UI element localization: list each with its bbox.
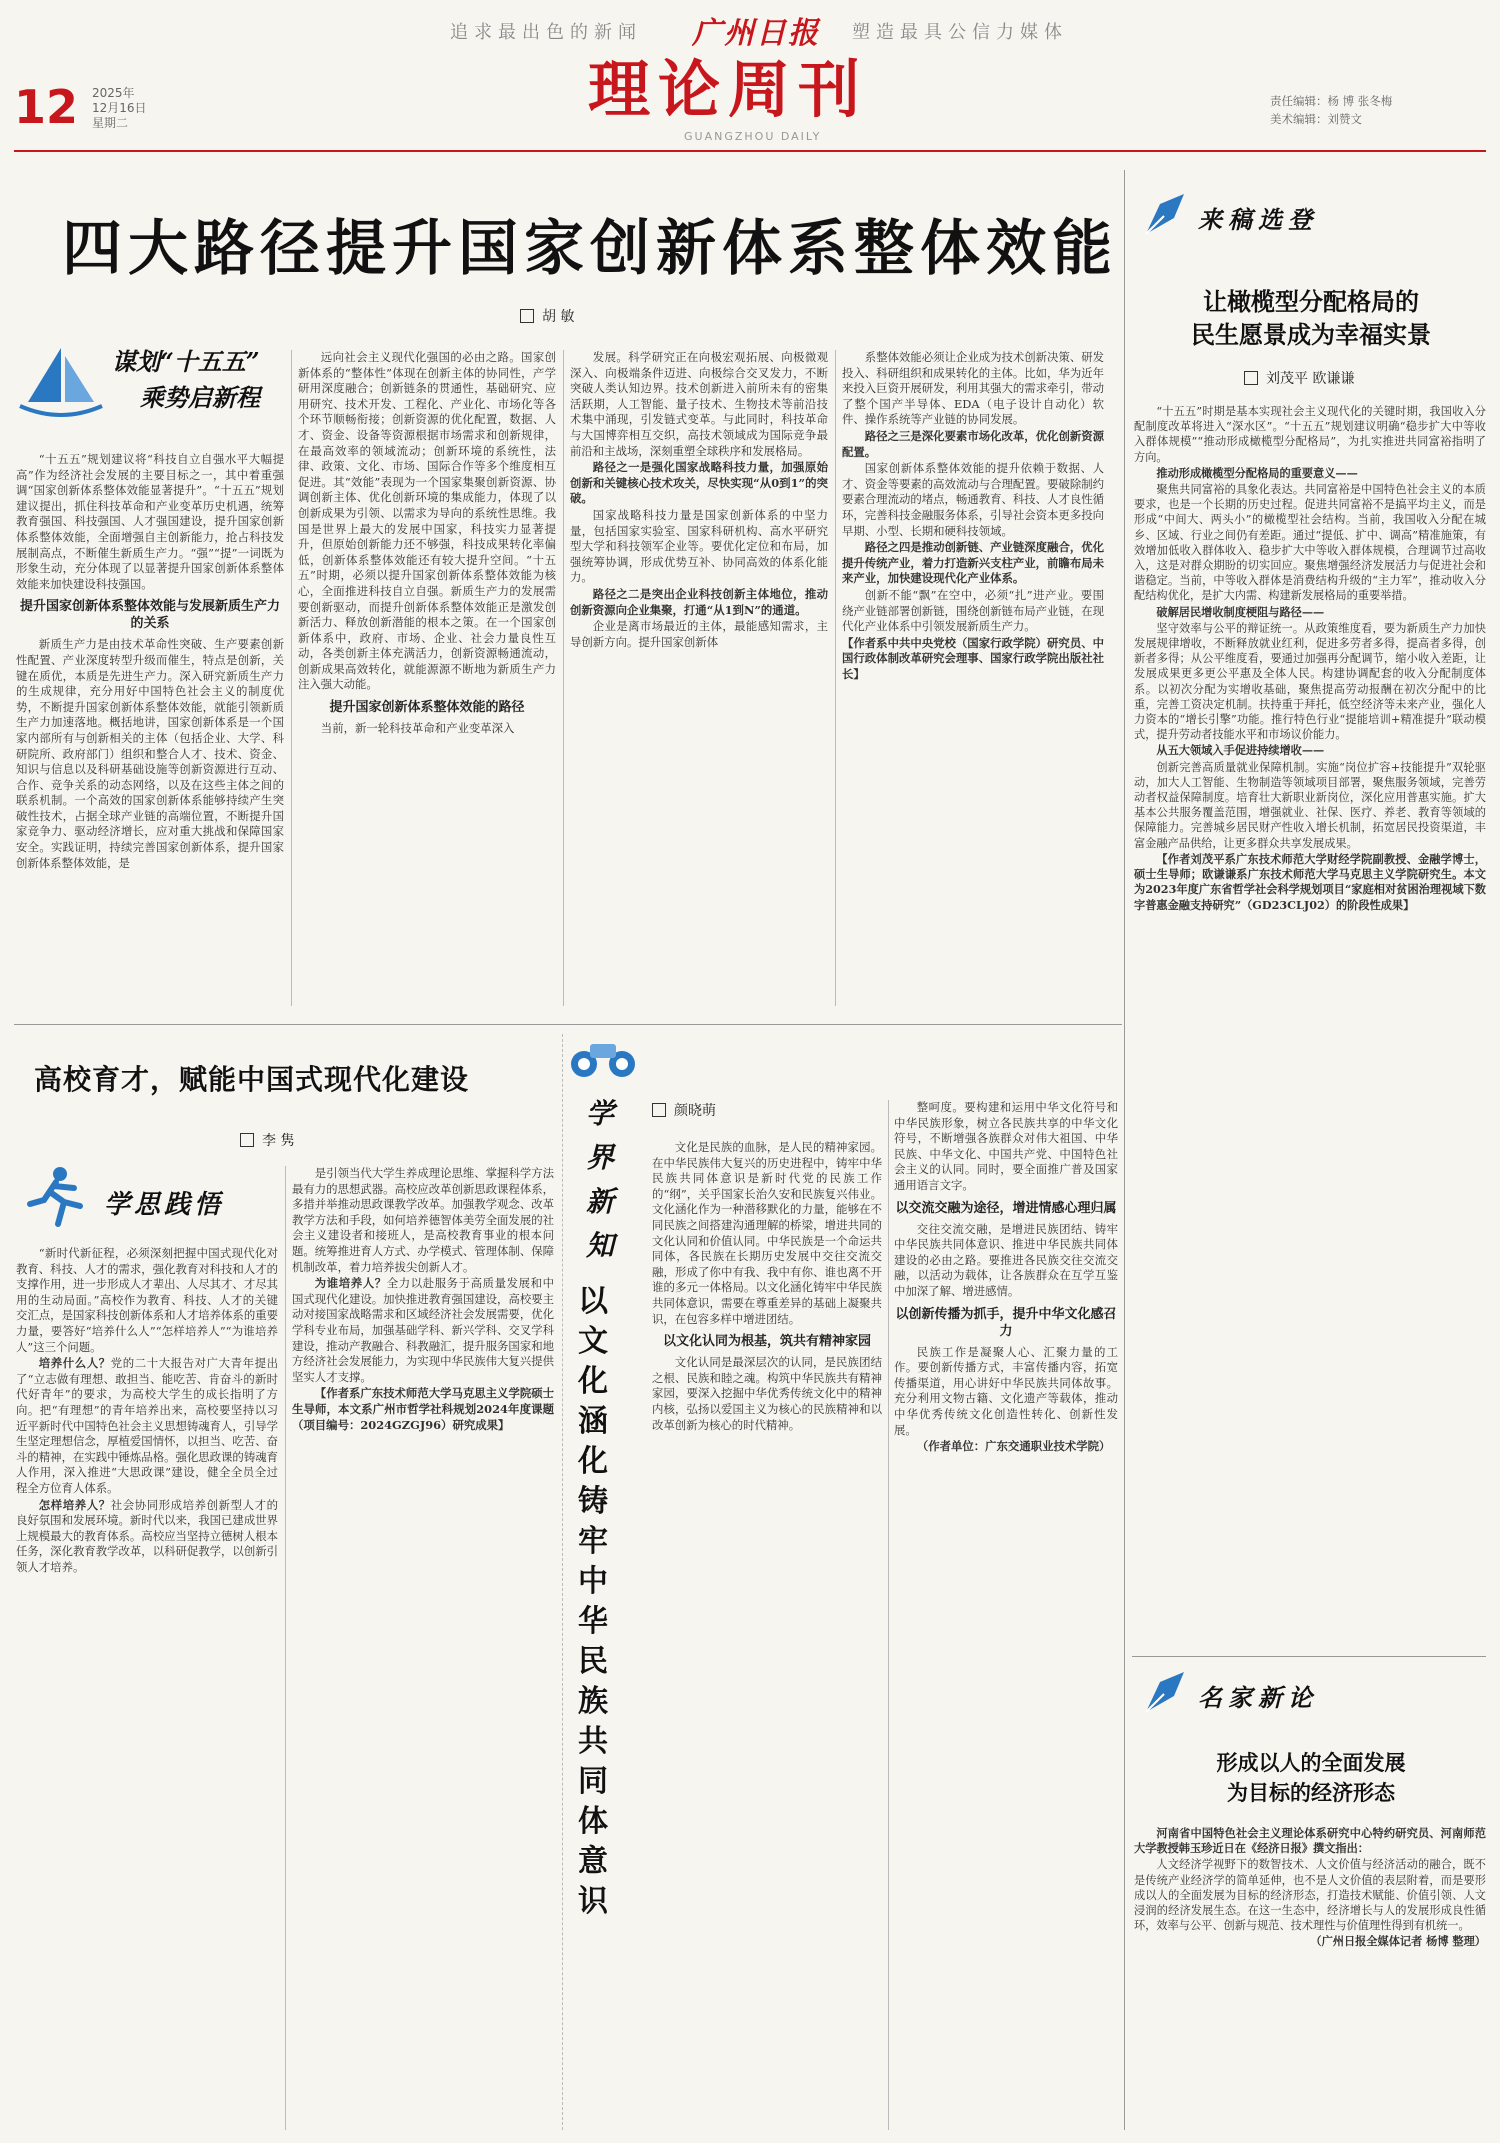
pen-nib-icon bbox=[1140, 190, 1190, 240]
editor-line-1: 责任编辑：杨 博 张冬梅 bbox=[1270, 94, 1393, 108]
bottom-left-headline: 高校育才，赋能中国式现代化建设 bbox=[34, 1063, 470, 1096]
right-top-author-bio: 【作者刘茂平系广东技术师范大学财经学院副教授、金融学博士，硕士生导师；欧谦谦系广东技术师范大学马克思主义学院研究生。本文为2023年度广东省哲学社会科学规划项目“家庭相对贫困治理视域下数字普惠金融支持研究”（GD23CLJ02）的阶段性成果】 bbox=[1134, 851, 1486, 912]
main-col-4 bbox=[842, 350, 1104, 1010]
bottom-left-col-2 bbox=[292, 1166, 554, 2130]
bottom-mid-col-1 bbox=[652, 1140, 882, 2130]
bottom-mid-col2-text: 整呵度。要构建和运用中华文化符号和中华民族形象，树立各民族共享的中华文化符号，不断增强各族群众对伟大祖国、中华民族、中华文化、中国共产党、中国特色社会主义的认同。同时，要全面推广普及国家通用语言文字。 bbox=[894, 1100, 1118, 1192]
sailboat-icon bbox=[16, 344, 106, 424]
path-four: 路径之四是推动创新链、产业链深度融合，优化提升传统产业，着力打造新兴支柱产业，前瞻布局未来产业，加快建设现代化产业体系。 bbox=[842, 540, 1104, 586]
right-top-text-2: 坚守效率与公平的辩证统一。从政策维度看，要为新质生产力加快发展规律增收，不断释放就业红利，促进多劳者多得，提高者多得，创新者多得；从公平维度看，要通过加强再分配调节，缩小收入差距，让发展成果更多更公平惠及全体人民。构建协调配套的收入分配制度体系。以初次分配为实增收基础，聚焦提高劳动报酬在初次分配中的比重，完善工资决定机制。扶持重于拜托，低空经济等未来产业，强化人力资本的“增长引擎”功能。推行特色行业“提能培训+精准提升”联动模式，提升劳动者技能水平和市场议价能力。 bbox=[1134, 621, 1486, 742]
path-two: 路径之二是突出企业科技创新主体地位，推动创新资源向企业集聚，打通“从1到N”的通道。 bbox=[570, 586, 828, 617]
bottom-mid-subheading-1: 以文化认同为根基，筑共有精神家园 bbox=[662, 1334, 871, 1350]
bottom-left-intro: “新时代新征程，必须深刻把握中国式现代化对教育、科技、人才的需求，强化教育对科技和人才的支撑作用，进一步形成人才辈出、人尽其才、才尽其用的生动局面。”高校作为教育、科技、人才的关键交汇点，是国家科技创新体系和人才培养体系的重要力量，要答好“培养什么人”“怎样培养人”“为谁培养人”这三个问题。 bbox=[16, 1246, 278, 1354]
main-col1-body: 新质生产力是由技术革命性突破、生产要素创新性配置、产业深度转型升级而催生，特点是创新，关键在质优，本质是先进生产力。深入研究新质生产力的生成规律，充分用好中国特色社会主义的制度优势，不断提升国家创新体系整体效能，就能引领新质生产力加速落地。概括地讲，国家创新体系是一个国家内部所有与创新相关的主体（包括企业、大学、科研院所、政府部门）组织和整合人才、技术、资金、知识与信息以及科研基础设施等创新资源进行互动、合作、竞争关系的动态网络，以及在这些主体之间的联系机制。一个高效的国家创新体系能够持续产生突破性技术，占据全球产业链的高端位置，不断提升国家竞争力、驱动经济增长，应对重大挑战和保障国家安全。实践证明，持续完善国家创新体系，提升国家创新体系整体效能，是 bbox=[16, 637, 284, 870]
path-one: 路径之一是强化国家战略科技力量，加强原始创新和关键核心技术攻关，尽快实现“从0到1”的突破。 bbox=[570, 460, 828, 506]
right-top-tag-text: 来稿选登 bbox=[1198, 205, 1318, 234]
main-col4-body-2: 国家创新体系整体效能的提升依赖于数据、人才、资金等要素的高效流动与合理配置。要破除制约要素合理流动的堵点，畅通教育、科技、人才良性循环，完善科技金融服务体系，引导社会资本更多投向早期、小型、长期和硬科技领域。 bbox=[842, 461, 1104, 538]
masthead-slogan-right: 塑造最具公信力媒体 bbox=[852, 22, 1068, 43]
author-box-icon bbox=[652, 1103, 666, 1117]
right-bottom-credit: （广州日报全媒体记者 杨博 整理） bbox=[1310, 1934, 1486, 1949]
right-top-headline-l2: 民生愿景成为幸福实景 bbox=[1191, 321, 1431, 349]
right-bottom-body bbox=[1134, 1826, 1486, 2126]
binoculars-icon bbox=[568, 1036, 638, 1080]
bottom-left-col2-p2-text: 全力以赴服务于高质量发展和中国式现代化建设。加快推进教育强国建设，高校要主动对接国家战略需求和区域经济社会发展需要，优化学科专业布局，加强基础学科、新兴学科、交叉学科建设，推动产教融合、科教融汇，提升服务国家和地方经济社会发展能力，为实现中华民族伟大复兴提供坚实人才支撑。 bbox=[292, 1276, 554, 1384]
main-col3-body-2: 国家战略科技力量是国家创新体系的中坚力量，包括国家实验室、国家科研机构、高水平研究型大学和科技领军企业等。要优化定位和布局，加强统筹协调，形成优势互补、协同高效的体系化能力。 bbox=[570, 507, 828, 585]
bottom-left-tag bbox=[20, 1166, 270, 1236]
main-col3-tail: 企业是离市场最近的主体，最能感知需求，主导创新方向。提升国家创新体 bbox=[570, 619, 828, 649]
main-col4-body-3: 创新不能“飘”在空中，必须“扎”进产业。要围绕产业链部署创新链，围绕创新链布局产业链，在现代化产业体系中引领发展新质生产力。 bbox=[842, 587, 1104, 634]
masthead-slogan-left: 追求最出色的新闻 bbox=[450, 22, 642, 43]
main-bottom-rule bbox=[14, 1024, 1122, 1025]
masthead bbox=[0, 0, 1500, 150]
paper-name-logo: 广州日报 bbox=[692, 16, 820, 51]
right-top-sub-3: 从五大领域入手促进持续增收—— bbox=[1156, 743, 1325, 758]
main-author-name: 胡 敏 bbox=[542, 309, 575, 325]
right-top-text-3: 创新完善高质量就业保障机制。实施“岗位扩容+技能提升”双轮驱动，加大人工智能、生物制造等领域项目部署，聚焦服务领域，完善劳动者权益保障制度。培育壮大新职业新岗位，深化应用普惠实施。扩大基本公共服务覆盖范围，增强就业、社保、医疗、养老、教育等领域的保障能力。完善城乡居民财产性收入增长机制，拓宽居民投资渠道，丰富金融产品供给，让更多群众共享发展成果。 bbox=[1134, 760, 1486, 850]
right-top-tag bbox=[1140, 190, 1440, 250]
issue-date bbox=[92, 86, 147, 131]
main-col-2 bbox=[298, 350, 556, 1010]
bottom-left-col2-p2 bbox=[292, 1276, 554, 1385]
main-col4-body: 系整体效能必须让企业成为技术创新决策、研发投入、科研组织和成果转化的主体。比如，华为近年来投入巨资开展研发，利用其强大的需求牵引，带动了整个国产半导体、EDA（电子设计自动化）软件、操作系统等产业链的协同发展。 bbox=[842, 350, 1104, 427]
main-headline: 四大路径提升国家创新体系整体效能 bbox=[62, 214, 1118, 284]
right-bottom-tag-text: 名家新论 bbox=[1198, 1683, 1318, 1712]
bottom-left-p3 bbox=[16, 1498, 278, 1576]
bottom-mid-author bbox=[652, 1100, 716, 1120]
date-month-day: 12月16日 bbox=[92, 101, 147, 115]
editor-line-2: 美术编辑：刘赞文 bbox=[1270, 112, 1362, 126]
right-bottom-tag bbox=[1140, 1668, 1440, 1728]
right-bottom-headline bbox=[1136, 1748, 1486, 1808]
right-divider bbox=[1132, 1656, 1486, 1657]
right-top-sub-1: 推动形成橄榄型分配格局的重要意义—— bbox=[1156, 465, 1358, 480]
bottom-mid-subheading-3: 以创新传播为抓手，提升中华文化感召力 bbox=[895, 1306, 1117, 1339]
editors-credit bbox=[1270, 92, 1392, 128]
right-top-author-name: 刘茂平 欧谦谦 bbox=[1266, 371, 1355, 387]
main-subheading-2: 提升国家创新体系整体效能的路径 bbox=[329, 700, 525, 716]
runner-icon bbox=[20, 1166, 90, 1230]
main-col-3 bbox=[570, 350, 828, 1010]
right-top-sub-2: 破解居民增收制度梗阻与路径—— bbox=[1156, 604, 1325, 619]
right-top-body bbox=[1134, 404, 1486, 1640]
author-box-icon bbox=[240, 1133, 254, 1147]
page-number: 12 bbox=[14, 80, 79, 134]
question-2: 怎样培养人？ bbox=[38, 1497, 111, 1512]
bottom-left-col2-text: 是引领当代大学生养成理论思维、掌握科学方法最有力的思想武器。高校应改革创新思政课程体系，多措并举推动思政课教学改革。加强教学观念、改革教学方法和手段，如何培养德智体美劳全面发展的社会主义建设者和接班人，是高校教育事业的根本问题。统筹推进育人方式、办学模式、管理体制、保障机制改革，着力培养拔尖创新人才。 bbox=[292, 1166, 554, 1274]
main-author bbox=[520, 306, 574, 326]
column-tag-plan bbox=[16, 338, 286, 438]
bottom-mid-col-2 bbox=[894, 1100, 1118, 2130]
right-top-headline-l1: 让橄榄型分配格局的 bbox=[1203, 288, 1419, 316]
main-col3-body: 发展。科学研究正在向极宏观拓展、向极微观深入、向极端条件迈进、向极综合交叉发力，不断突破人类认知边界。技术创新进入前所未有的密集活跃期，人工智能、量子技术、生物技术等前沿技术集中涌现，引发链式变革。与此同时，科技革命与大国博弈相互交织，高技术领域成为国际竞争最前沿和主战场，深刻重塑全球秩序和发展格局。 bbox=[570, 350, 828, 458]
right-bottom-headline-l2: 为目标的经济形态 bbox=[1227, 1781, 1395, 1805]
bottom-left-p3-text: 社会协同形成培养创新型人才的良好氛围和发展环境。新时代以来，我国已建成世界上规模最大的教育体系。高校应当坚持立德树人根本任务，深化教育教学改革，以科研促教学，以创新引领人才培养。 bbox=[16, 1497, 278, 1574]
date-weekday: 星期二 bbox=[92, 116, 129, 130]
author-box-icon bbox=[1244, 371, 1258, 385]
bottom-left-author-name: 李 隽 bbox=[262, 1133, 295, 1149]
bottom-left-col-1 bbox=[16, 1246, 278, 2130]
date-year: 2025年 bbox=[92, 86, 135, 100]
column-tag-line1: 谋划“十五五” bbox=[112, 347, 260, 376]
main-intro: “十五五”规划建议将“科技自立自强水平大幅提高”作为经济社会发展的主要目标之一，其中着重强调“国家创新体系整体效能显著提升”。“十五五”规划建议提出，抓住科技革命和产业变革历史机遇，统筹教育强国、科技强国、人才强国建设，提升国家创新体系整体效能，全面增强自主创新能力，抢占科技发展制高点，不断催生新质生产力。“强”“提”一词既为形象生动，充分体现了以显著提升国家创新体系整体效能来加快建设科技强国。 bbox=[16, 452, 284, 591]
right-bottom-headline-l1: 形成以人的全面发展 bbox=[1216, 1751, 1406, 1775]
column-tag-line2: 乘势启新程 bbox=[140, 383, 260, 412]
bottom-mid-col1-text-2: 文化认同是最深层次的认同，是民族团结之根、民族和睦之魂。构筑中华民族共有精神家园，要深入挖掘中华优秀传统文化中的精神内核，弘扬以爱国主义为核心的民族精神和以改革创新为核心的时代精神。 bbox=[652, 1355, 882, 1432]
bottom-left-author-bio: 【作者系广东技术师范大学马克思主义学院硕士生导师，本文系广州市哲学社科规划2024年度课题（项目编号：2024GZGJ96）研究成果】 bbox=[292, 1386, 554, 1432]
main-col-1 bbox=[16, 452, 284, 1008]
right-top-text-1: 聚焦共同富裕的具象化表达。共同富裕是中国特色社会主义的本质要求，也是一个长期的历史过程。促进共同富裕不是搞平均主义，而是形成“中间大、两头小”的橄榄型社会结构。当前，我国收入分配在城乡、区域、行业之间仍有差距。通过“提低、扩中、调高”精准施策，有效增加低收入群体收入、稳步扩大中等收入群体规模，合理调节过高收入，这是对群众期盼的切实回应。聚焦增强经济发展活力与促进社会和谐稳定。当前，中等收入群体是消费结构升级的“主力军”，推动收入分配结构优化，是扩大内需、构建新发展格局的重要举措。 bbox=[1134, 483, 1486, 603]
right-bottom-intro: 河南省中国特色社会主义理论体系研究中心特约研究员、河南师范大学教授韩玉珍近日在《经济日报》撰文指出： bbox=[1134, 1826, 1486, 1856]
bottom-mid-author-bio: （作者单位：广东交通职业技术学院） bbox=[916, 1439, 1111, 1454]
bottom-mid-col2-text-2: 交往交流交融，是增进民族团结、铸牢中华民族共同体意识、推进中华民族共同体建设的必由之路。要推进各民族交往交流交融，以活动为载体，让各族群众在互学互鉴中加深了解、增进感情。 bbox=[894, 1221, 1118, 1298]
main-col2-tail: 当前，新一轮科技革命和产业变革深入 bbox=[320, 721, 515, 736]
main-subheading-1: 提升国家创新体系整体效能与发展新质生产力的关系 bbox=[19, 599, 280, 632]
bottom-mid-subheading-2: 以交流交融为途径，增进情感心理归属 bbox=[895, 1200, 1117, 1216]
right-top-author bbox=[1244, 368, 1354, 388]
bottom-mid-author-name: 颜晓萌 bbox=[674, 1103, 716, 1119]
bottom-mid-col2-text-3: 民族工作是凝聚人心、汇聚力量的工作。要创新传播方式，丰富传播内容，拓宽传播渠道，用心讲好中华民族共同体故事。充分利用文物古籍、文化遗产等载体，推动中华优秀传统文化创造性转化、创新性发展。 bbox=[894, 1344, 1118, 1437]
question-3: 为谁培养人？ bbox=[314, 1276, 387, 1291]
bottom-left-author bbox=[240, 1130, 294, 1150]
bottom-left-p2-text: 党的二十大报告对广大青年提出了“立志做有理想、敢担当、能吃苦、肯奋斗的新时代好青年”的要求，为高校大学生的成长指明了方向。把“有理想”的青年培养出来，高校要坚持以习近平新时代中国特色社会主义思想铸魂育人，引导学生坚定理想信念，厚植爱国情怀，以担当、吃苦、奋斗的精神，在实践中锤炼品格。强化思政课的铸魂育人作用，深入推进“大思政课”建设，健全全员全过程全方位育人体系。 bbox=[16, 1356, 278, 1495]
right-top-headline bbox=[1136, 286, 1486, 352]
right-bottom-text: 人文经济学视野下的数智技术、人文价值与经济活动的融合，既不是传统产业经济学的简单延伸，也不是人文价值的表层附着，而是要形成以人的全面发展为目标的经济形态，打造技术赋能、价值引领、人文浸润的经济发展生态。在这一生态中，经济增长与人的发展形成良性循环，效率与公平、创新与规范、技术理性与价值理性得到有机统一。 bbox=[1134, 1858, 1486, 1933]
bottom-mid-rule bbox=[562, 1034, 563, 2130]
bottom-mid-col1-text: 文化是民族的血脉，是人民的精神家园。在中华民族伟大复兴的历史进程中，铸牢中华民族共同体意识是新时代党的民族工作的“纲”，关乎国家长治久安和民族复兴伟业。文化涵化作为一种潜移默化的力量，能够在不同民族之间搭建沟通理解的桥梁，增进共同的文化认同和价值认同。中华民族是一个命运共同体，各民族在长期历史发展中交往交流交融，形成了你中有我、我中有你、谁也离不开谁的多元一体格局。以文化涵化铸牢中华民族共同体意识，需要在尊重差异的基础上凝聚共识，在包容多样中增进团结。 bbox=[652, 1140, 882, 1326]
masthead-rule bbox=[14, 150, 1486, 152]
pen-nib-icon bbox=[1140, 1668, 1190, 1718]
path-three: 路径之三是深化要素市场化改革，优化创新资源配置。 bbox=[842, 428, 1104, 459]
right-top-intro: “十五五”时期是基本实现社会主义现代化的关键时期，我国收入分配制度改革将进入“深水区”。“十五五”规划建议明确“稳步扩大中等收入群体规模”“推动形成橄榄型分配格局”，为扎实推进共同富裕指明了方向。 bbox=[1134, 405, 1486, 464]
main-col2-body: 远向社会主义现代化强国的必由之路。国家创新体系的“整体性”体现在创新主体的协同性，产学研用深度融合；创新链条的贯通性，基础研究、应用研究、技术开发、工程化、产业化、市场化等各个环节顺畅衔接；创新资源的优化配置，数据、人才、资金、设备等资源根据市场需求和创新规律，在最高效率的领域流动；创新环境的系统性，法律、政策、文化、市场、国际合作等多个维度相互促进。其“效能”表现为一个国家集聚创新资源、协调创新主体、优化创新环境的集成能力，体现了以创新成果为引领、以需求为导向的系统性思维。我国是世界上最大的发展中国家，科技实力显著提升，但原始创新能力还不够强，科技成果转化率偏低，创新体系整体效能还有较大提升空间。“十五五”时期，必须以提升国家创新体系整体效能为核心，全面推进科技自立自强。新质生产力的发展需要创新驱动，而提升创新体系整体效能正是激发创新活力、释放创新潜能的根本之策。在一个国家创新体系中，政府、市场、企业、社会力量良性互动，各类创新主体充满活力，创新资源畅通流动，创新成果高效转化，就能源源不断地为新质生产力注入强大动能。 bbox=[298, 350, 556, 692]
main-author-bio: 【作者系中共中央党校（国家行政学院）研究员、中国行政体制改革研究会理事、国家行政学院出版社社长】 bbox=[842, 635, 1104, 681]
bottom-left-tag-text: 学思践悟 bbox=[104, 1190, 225, 1220]
bottom-mid-headline: 以文化涵化铸牢中华民族共同体意识 bbox=[578, 1284, 608, 1919]
section-title: 理论周刊 bbox=[588, 53, 869, 126]
section-subtitle: GUANGZHOU DAILY bbox=[684, 130, 822, 143]
bottom-mid-tag-text: 学界新知 bbox=[586, 1097, 615, 1262]
right-column-rule bbox=[1124, 170, 1125, 2130]
bottom-left-p2 bbox=[16, 1356, 278, 1496]
author-box-icon bbox=[520, 309, 534, 323]
question-1: 培养什么人？ bbox=[38, 1356, 111, 1371]
